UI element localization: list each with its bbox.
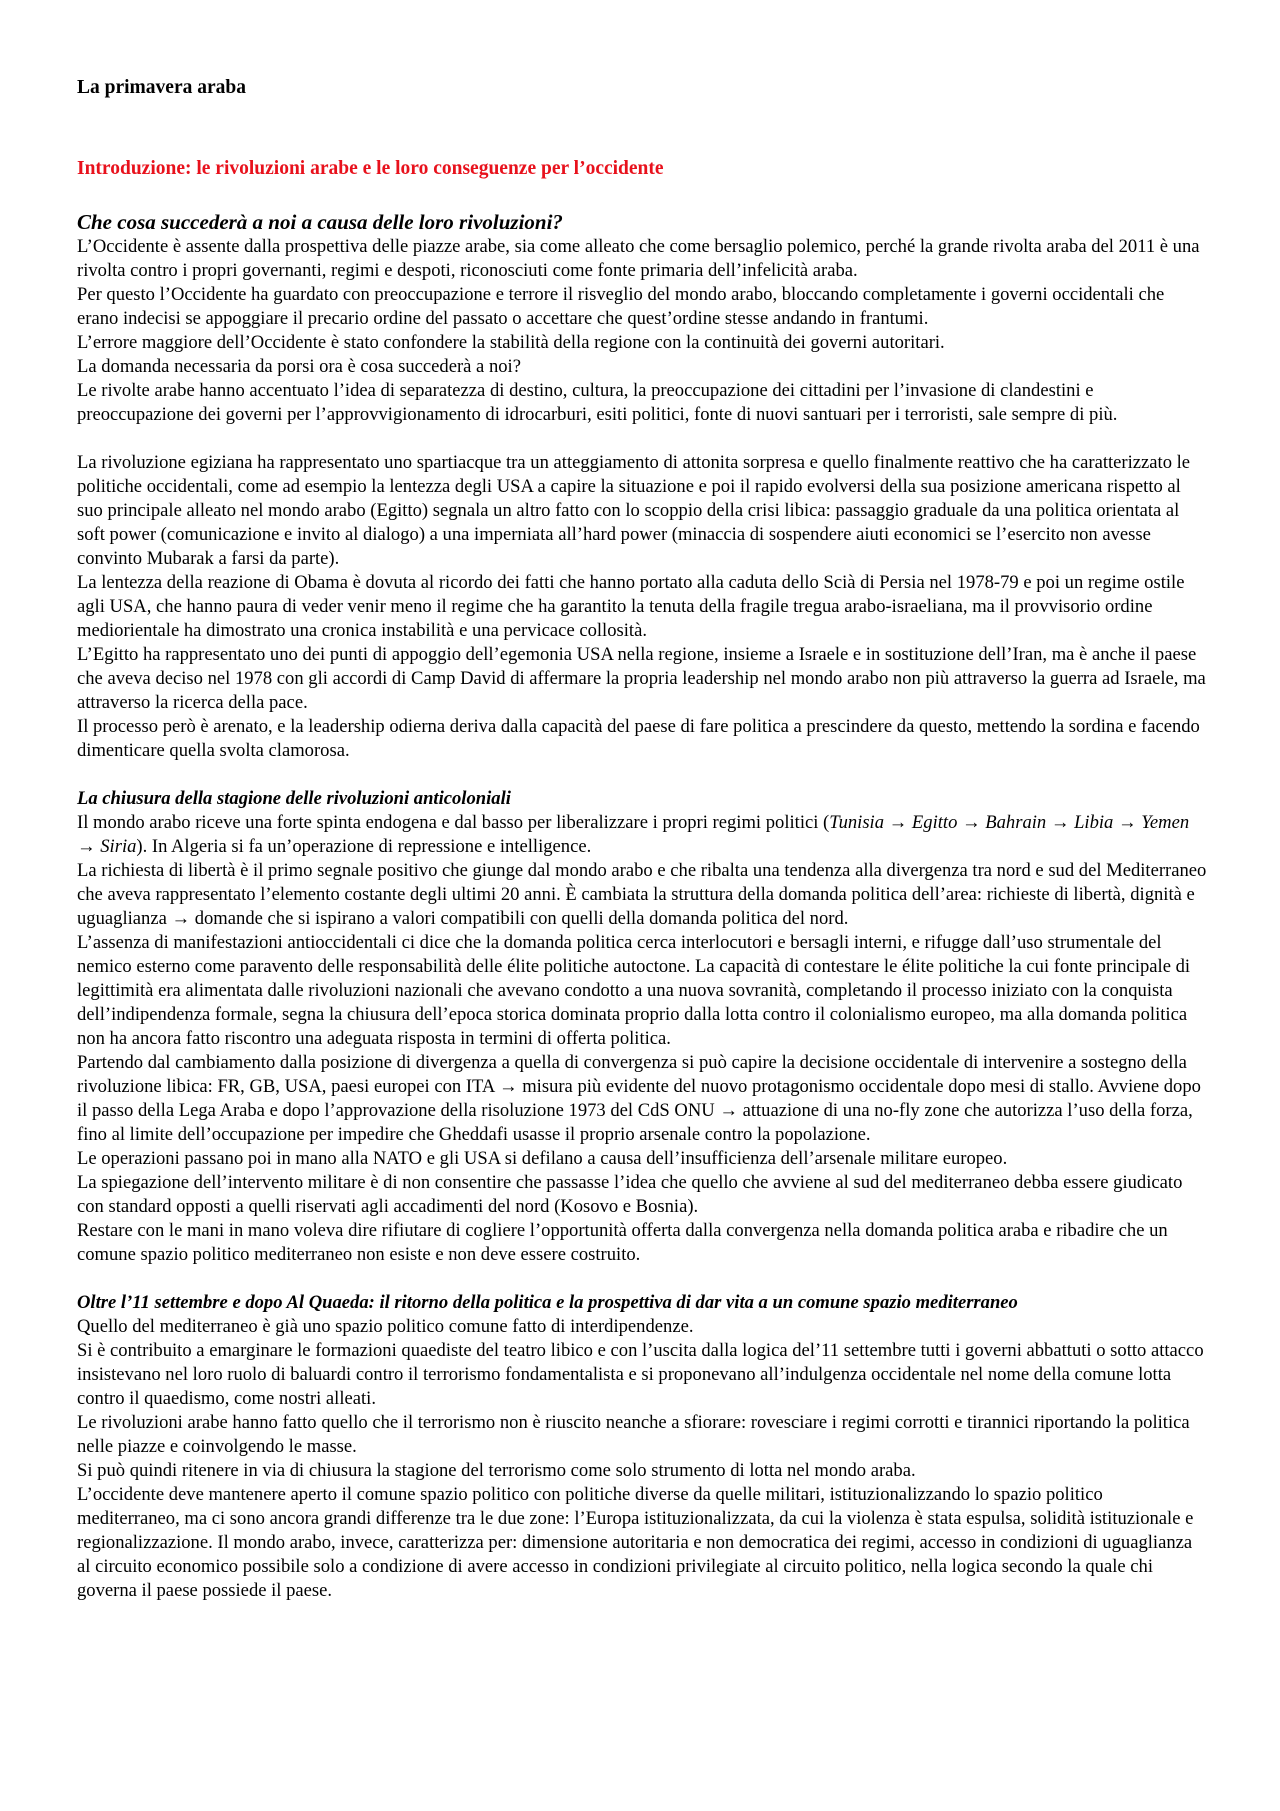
country-sequence: Tunisia → Egitto → Bahrain → Libia → Yemen → Siria [77, 812, 1190, 857]
paragraph: Quello del mediterraneo è già uno spazio politico comune fatto di interdipendenze. [77, 1316, 694, 1337]
section-3-heading: Oltre l’11 settembre e dopo Al Quaeda: il ritorno della politica e la prospettiva di dar vita a un comune spazio mediterraneo [77, 1292, 1018, 1313]
paragraph: Restare con le mani in mano voleva dire rifiutare di cogliere l’opportunità offerta dalla convergenza nella domanda politica araba e ribadire che un comune spazio politico mediterraneo non esiste e non deve essere costruito. [77, 1220, 1168, 1265]
paragraph: L’errore maggiore dell’Occidente è stato confondere la stabilità della regione con la continuità dei governi autoritari. [77, 332, 945, 353]
paragraph: L’occidente deve mantenere aperto il comune spazio politico con politiche diverse da quelle militari, istituzionalizzando lo spazio politico mediterraneo, ma ci sono ancora grandi differenze tra le due zone: l’Europa istituzionalizzata, da cui la violenza è stata espulsa, solidità istituzionale e regionalizzazione. Il mondo arabo, invece, caratterizza per: dimensione autoritaria e non democratica dei regimi, accesso in condizioni di uguaglianza al circuito economico possibile solo a condizione di avere accesso in condizioni privilegiate al circuito politico, nella logica secondo la quale chi governa il paese possiede il paese. [77, 1484, 1194, 1601]
section-3 [77, 1291, 1208, 1603]
paragraph: La rivoluzione egiziana ha rappresentato uno spartiacque tra un atteggiamento di attonita sorpresa e quello finalmente reattivo che ha caratterizzato le politiche occidentali, come ad esempio la lentezza degli USA a capire la situazione e poi il rapido evolversi della sua posizione americana rispetto al suo principale alleato nel mondo arabo (Egitto) segnala un altro fatto con lo scoppio della crisi libica: passaggio graduale da una politica orientata al soft power (comunicazione e invito al dialogo) a una imperniata all’hard power (minaccia di sospendere aiuti economici se l’esercito non avesse convinto Mubarak a farsi da parte). [77, 452, 1191, 569]
paragraph: L’Egitto ha rappresentato uno dei punti di appoggio dell’egemonia USA nella regione, insieme a Israele e in sostituzione dell’Iran, ma è anche il paese che aveva deciso nel 1978 con gli accordi di Camp David di affermare la propria leadership nel mondo arabo non più attraverso la guerra ad Israele, ma attraverso la ricerca della pace. [77, 644, 1206, 713]
section-2-heading: La chiusura della stagione delle rivoluzioni anticoloniali [77, 788, 511, 809]
section-1 [77, 209, 1208, 763]
paragraph: La lentezza della reazione di Obama è dovuta al ricordo dei fatti che hanno portato alla caduta dello Scià di Persia nel 1978-79 e poi un regime ostile agli USA, che hanno paura di veder venir meno il regime che ha garantito la tenuta della fragile tregua arabo-israeliana, ma il provvisorio ordine mediorientale ha dimostrato una cronica instabilità e una pervicace collosità. [77, 572, 1185, 641]
section-1-heading: Che cosa succederà a noi a causa delle loro rivoluzioni? [77, 210, 563, 234]
document-title: La primavera araba [77, 77, 246, 98]
blank-line [77, 427, 1208, 451]
paragraph: La domanda necessaria da porsi ora è cosa succederà a noi? [77, 356, 521, 377]
intro-heading: Introduzione: le rivoluzioni arabe e le loro conseguenze per l’occidente [77, 158, 664, 179]
paragraph: Si può quindi ritenere in via di chiusura la stagione del terrorismo come solo strumento di lotta nel mondo araba. [77, 1460, 916, 1481]
paragraph: Le rivolte arabe hanno accentuato l’idea di separatezza di destino, cultura, la preoccupazione dei cittadini per l’invasione di clandestini e preoccupazione dei governi per l’approvvigionamento di idrocarburi, esiti politici, fonte di nuovi santuari per i terroristi, sale sempre di più. [77, 380, 1118, 425]
paragraph: Si è contribuito a emarginare le formazioni quaediste del teatro libico e con l’uscita dalla logica del’11 settembre tutti i governi abbattuti o sotto attacco insistevano nel loro ruolo di baluardi contro il terrorismo fondamentalista e si proponevano all’indulgenza occidentale nel nome della comune lotta contro il quaedismo, come nostri alleati. [77, 1340, 1204, 1409]
section-2 [77, 787, 1208, 1267]
paragraph: La richiesta di libertà è il primo segnale positivo che giunge dal mondo arabo e che ribalta una tendenza alla divergenza tra nord e sud del Mediterraneo che aveva rappresentato l’elemento costante degli ultimi 20 anni. È cambiata la struttura della domanda politica dell’area: richieste di libertà, dignità e uguaglianza → domande che si ispirano a valori compatibili con quelli della domanda politica del nord. [77, 860, 1207, 929]
paragraph: Per questo l’Occidente ha guardato con preoccupazione e terrore il risveglio del mondo arabo, bloccando completamente i governi occidentali che erano indecisi se appoggiare il precario ordine del passato o accettare che quest’ordine stesse andando in frantumi. [77, 284, 1165, 329]
paragraph-text: ). In Algeria si fa un’operazione di repressione e intelligence. [136, 836, 592, 857]
paragraph: Il processo però è arenato, e la leadership odierna deriva dalla capacità del paese di fare politica a prescindere da questo, mettendo la sordina e facendo dimenticare quella svolta clamorosa. [77, 716, 1200, 761]
paragraph: Le rivoluzioni arabe hanno fatto quello che il terrorismo non è riuscito neanche a sfiorare: rovesciare i regimi corrotti e tirannici riportando la politica nelle piazze e coinvolgendo le masse. [77, 1412, 1190, 1457]
paragraph: La spiegazione dell’intervento militare è di non consentire che passasse l’idea che quello che avviene al sud del mediterraneo debba essere giudicato con standard opposti a quelli riservati agli accadimenti del nord (Kosovo e Bosnia). [77, 1172, 1183, 1217]
paragraph: L’Occidente è assente dalla prospettiva delle piazze arabe, sia come alleato che come bersaglio polemico, perché la grande rivolta araba del 2011 è una rivolta contro i propri governanti, regimi e despoti, riconosciuti come fonte primaria dell’infelicità araba. [77, 236, 1200, 281]
paragraph [77, 811, 1208, 859]
paragraph: L’assenza di manifestazioni antioccidentali ci dice che la domanda politica cerca interlocutori e bersagli interni, e rifugge dall’uso strumentale del nemico esterno come paravento delle responsabilità delle élite politiche autoctone. La capacità di contestare le élite politiche la cui fonte principale di legittimità era alimentata dalle rivoluzioni nazionali che avevano condotto a una nuova sovranità, completando il processo iniziato con la conquista dell’indipendenza formale, segna la chiusura dell’epoca storica dominata proprio dalla lotta contro il colonialismo europeo, ma alla domanda politica non ha ancora fatto riscontro una adeguata risposta in termini di offerta politica. [77, 932, 1191, 1049]
paragraph-text: Il mondo arabo riceve una forte spinta endogena e dal basso per liberalizzare i propri regimi politici ( [77, 812, 830, 833]
paragraph: Partendo dal cambiamento dalla posizione di divergenza a quella di convergenza si può capire la decisione occidentale di intervenire a sostegno della rivoluzione libica: FR, GB, USA, paesi europei con ITA → misura più evidente del nuovo protagonismo occidentale dopo mesi di stallo. Avviene dopo il passo della Lega Araba e dopo l’approvazione della risoluzione 1973 del CdS ONU → attuazione di una no-fly zone che autorizza l’uso della forza, fino al limite dell’occupazione per impedire che Gheddafi usasse il proprio arsenale contro la popolazione. [77, 1052, 1201, 1145]
paragraph: Le operazioni passano poi in mano alla NATO e gli USA si defilano a causa dell’insufficienza dell’arsenale militare europeo. [77, 1148, 1008, 1169]
